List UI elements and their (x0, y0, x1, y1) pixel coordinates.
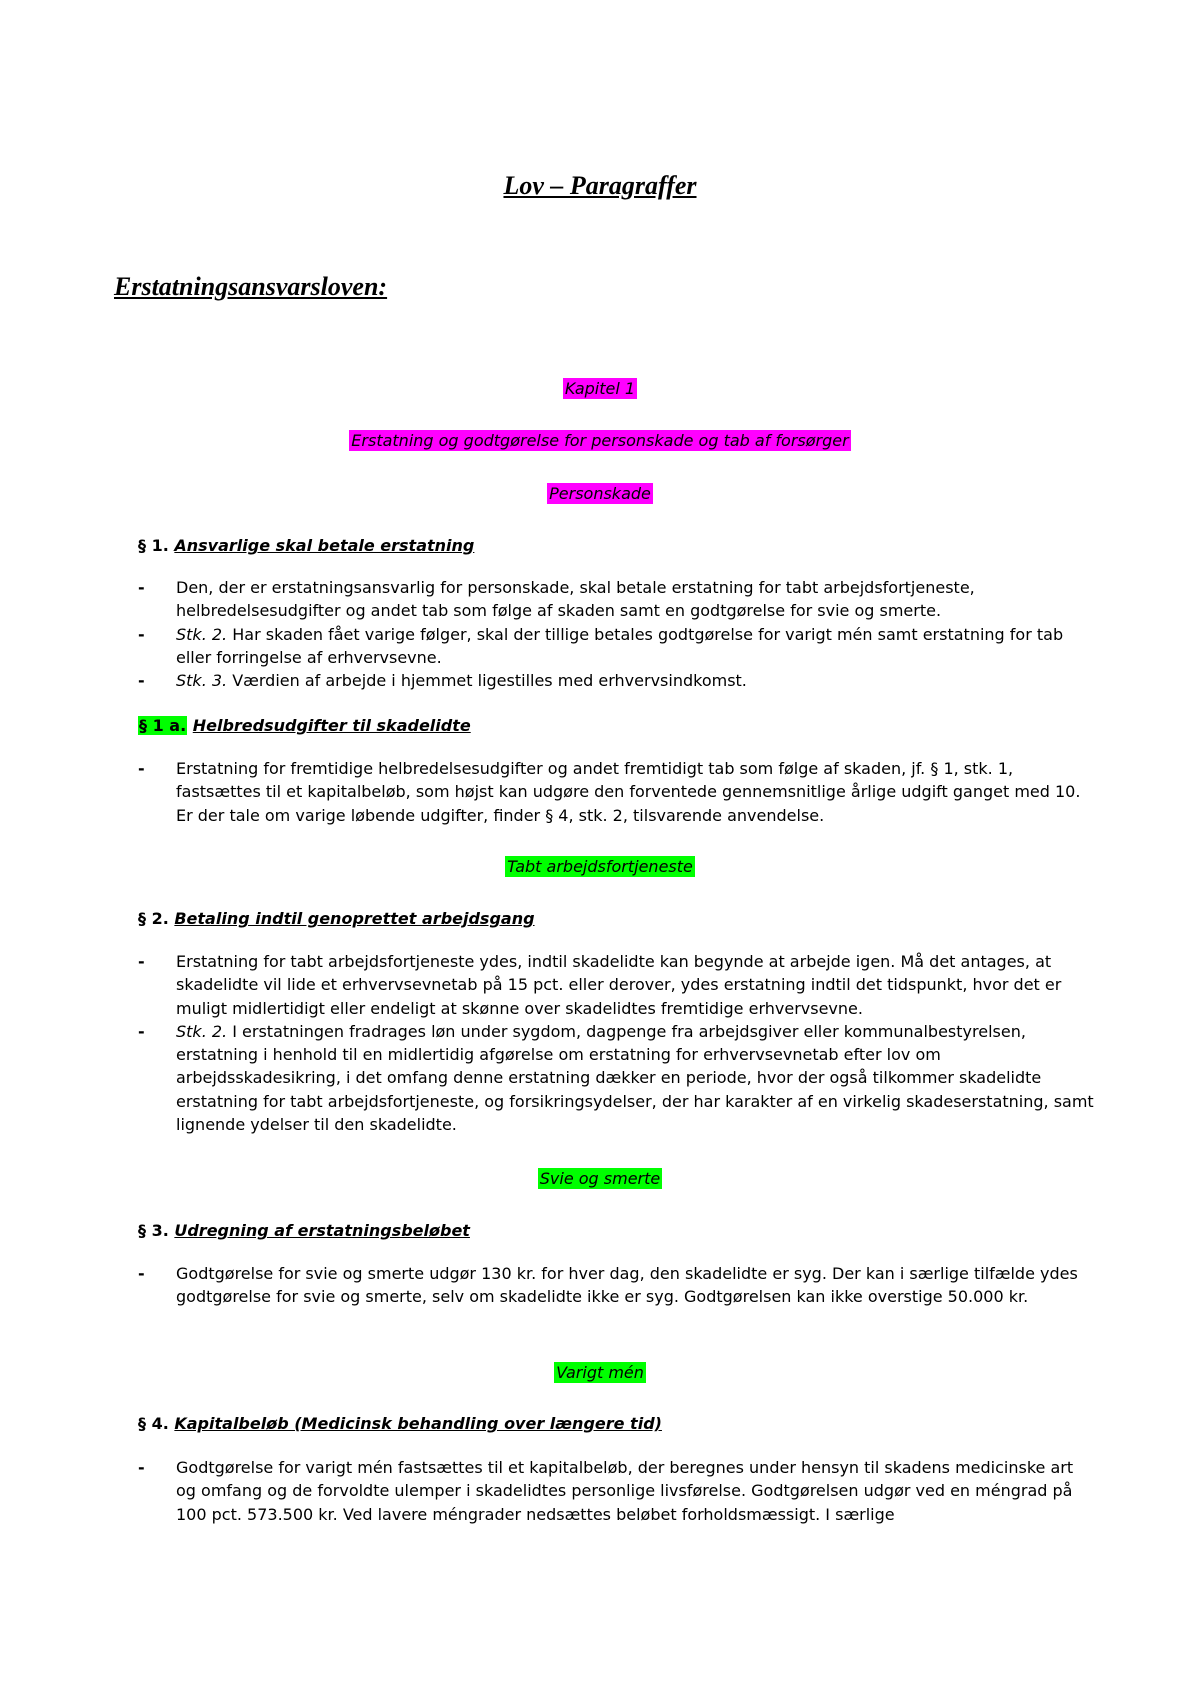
chapter-label: Kapitel 1 (564, 379, 636, 398)
paragraph-4-heading (138, 1414, 662, 1434)
list-item (138, 1456, 1098, 1526)
paragraph-2-heading (138, 909, 535, 929)
bullet-dash: - (138, 952, 145, 971)
section-heading-line (0, 1363, 1200, 1383)
list-item (138, 576, 1098, 623)
item-text: Erstatning for fremtidige helbredelsesudgifter og andet fremtidigt tab som følge af skaden, jf. § 1, stk. 1, fastsættes til et kapitalbeløb, som højst kan udgøre den forventede gennemsnitlige årlige udgift ganget med 10. Er der tale om varige løbende udgifter, finder § 4, stk. 2, tilsvarende anvendelse. (176, 759, 1081, 825)
paragraph-1a-heading (138, 716, 471, 736)
bullet-dash: - (138, 1264, 145, 1283)
paragraph-1-list (138, 576, 1098, 692)
bullet-dash: - (138, 1458, 145, 1477)
list-item (138, 1020, 1098, 1136)
paragraph-1-heading (138, 536, 474, 556)
stk-label: Stk. 3. (176, 671, 228, 691)
section-heading-line (0, 1169, 1200, 1189)
list-item (138, 669, 1098, 692)
paragraph-title: Udregning af erstatningsbeløbet (174, 1221, 470, 1240)
item-text: Godtgørelse for varigt mén fastsættes til et kapitalbeløb, der beregnes under hensyn til skadens medicinske art og omfang og de forvoldte ulemper i skadelidtes personlige livsførelse. Godtgørelsen udgør ved en méngrad på 100 pct. 573.500 kr. Ved lavere méngrader nedsættes beløbet forholdsmæssigt. I særlige (176, 1458, 1074, 1524)
chapter-label-line (0, 379, 1200, 399)
section-heading-personskade: Personskade (549, 484, 651, 503)
list-item (138, 757, 1098, 827)
paragraph-number: § 1 a. (139, 716, 187, 735)
paragraph-number: § 3. (138, 1221, 169, 1240)
paragraph-3-list (138, 1262, 1098, 1309)
item-text: Erstatning for tabt arbejdsfortjeneste ydes, indtil skadelidte kan begynde at arbejde igen. Må det antages, at skadelidte vil lide et erhvervsevnetab på 15 pct. eller derover, ydes erstatning indtil det tidspunkt, hvor det er muligt midlertidigt eller endeligt at skønne over skadelidtes fremtidige erhvervsevne. (176, 952, 1062, 1018)
item-text: Værdien af arbejde i hjemmet ligestilles med erhvervsindkomst. (227, 671, 747, 691)
section-heading-svie-og-smerte: Svie og smerte (539, 1169, 661, 1188)
chapter-title: Erstatning og godtgørelse for personskade og tab af forsørger (351, 431, 849, 450)
section-heading-tabt-arbejdsfortjeneste: Tabt arbejdsfortjeneste (507, 857, 693, 876)
item-text: Har skaden fået varige følger, skal der tillige betales godtgørelse for varigt mén samt erstatning for tab eller forringelse af erhvervsevne. (176, 624, 1064, 667)
paragraph-title: Betaling indtil genoprettet arbejdsgang (174, 909, 535, 928)
paragraph-4-list (138, 1456, 1098, 1526)
stk-label: Stk. 2. (176, 624, 228, 644)
paragraph-number: § 4. (138, 1414, 169, 1433)
paragraph-1a-list (138, 757, 1098, 827)
list-item (138, 623, 1098, 670)
paragraph-3-heading (138, 1221, 470, 1241)
bullet-dash: - (138, 671, 145, 691)
bullet-dash: - (138, 624, 145, 644)
item-text: Den, der er erstatningsansvarlig for personskade, skal betale erstatning for tabt arbejdsfortjeneste, helbredelsesudgifter og andet tab som følge af skaden samt en godtgørelse for svie og smerte. (176, 578, 975, 621)
list-item (138, 1262, 1098, 1309)
bullet-dash: - (138, 1021, 145, 1041)
list-item (138, 950, 1098, 1020)
paragraph-title: Helbredsudgifter til skadelidte (192, 716, 471, 735)
bullet-dash: - (138, 759, 145, 778)
paragraph-title: Ansvarlige skal betale erstatning (174, 536, 475, 555)
law-title: Erstatningsansvarsloven: (114, 272, 388, 301)
item-text: Godtgørelse for svie og smerte udgør 130 kr. for hver dag, den skadelidte er syg. Der kan i særlige tilfælde ydes godtgørelse for svie og smerte, selv om skadelidte ikke er syg. Godtgørelsen kan ikke overstige 50.000 kr. (176, 1264, 1078, 1307)
item-text: I erstatningen fradrages løn under sygdom, dagpenge fra arbejdsgiver eller kommunalbestyrelsen, erstatning i henhold til en midlertidig afgørelse om erstatning for erhvervsevnetab efter lov om arbejdsskadesikring, i det omfang denne erstatning dækker en periode, hvor der også tilkommer skadelidte erstatning for tabt arbejdsfortjeneste, og forsikringsydelser, der har karakter af en virkelig skadeserstatning, samt lignende ydelser til den skadelidte. (176, 1021, 1094, 1135)
paragraph-2-list (138, 950, 1098, 1136)
section-heading-line (0, 857, 1200, 877)
chapter-title-line (0, 431, 1200, 451)
paragraph-title: Kapitalbeløb (Medicinsk behandling over længere tid) (174, 1414, 662, 1433)
section-heading-varigt-men: Varigt mén (556, 1363, 644, 1382)
paragraph-number: § 1. (138, 536, 169, 555)
bullet-dash: - (138, 578, 145, 597)
section-heading-line (0, 484, 1200, 504)
document-title: Lov – Paragraffer (503, 171, 697, 200)
paragraph-number: § 2. (138, 909, 169, 928)
stk-label: Stk. 2. (176, 1021, 228, 1041)
